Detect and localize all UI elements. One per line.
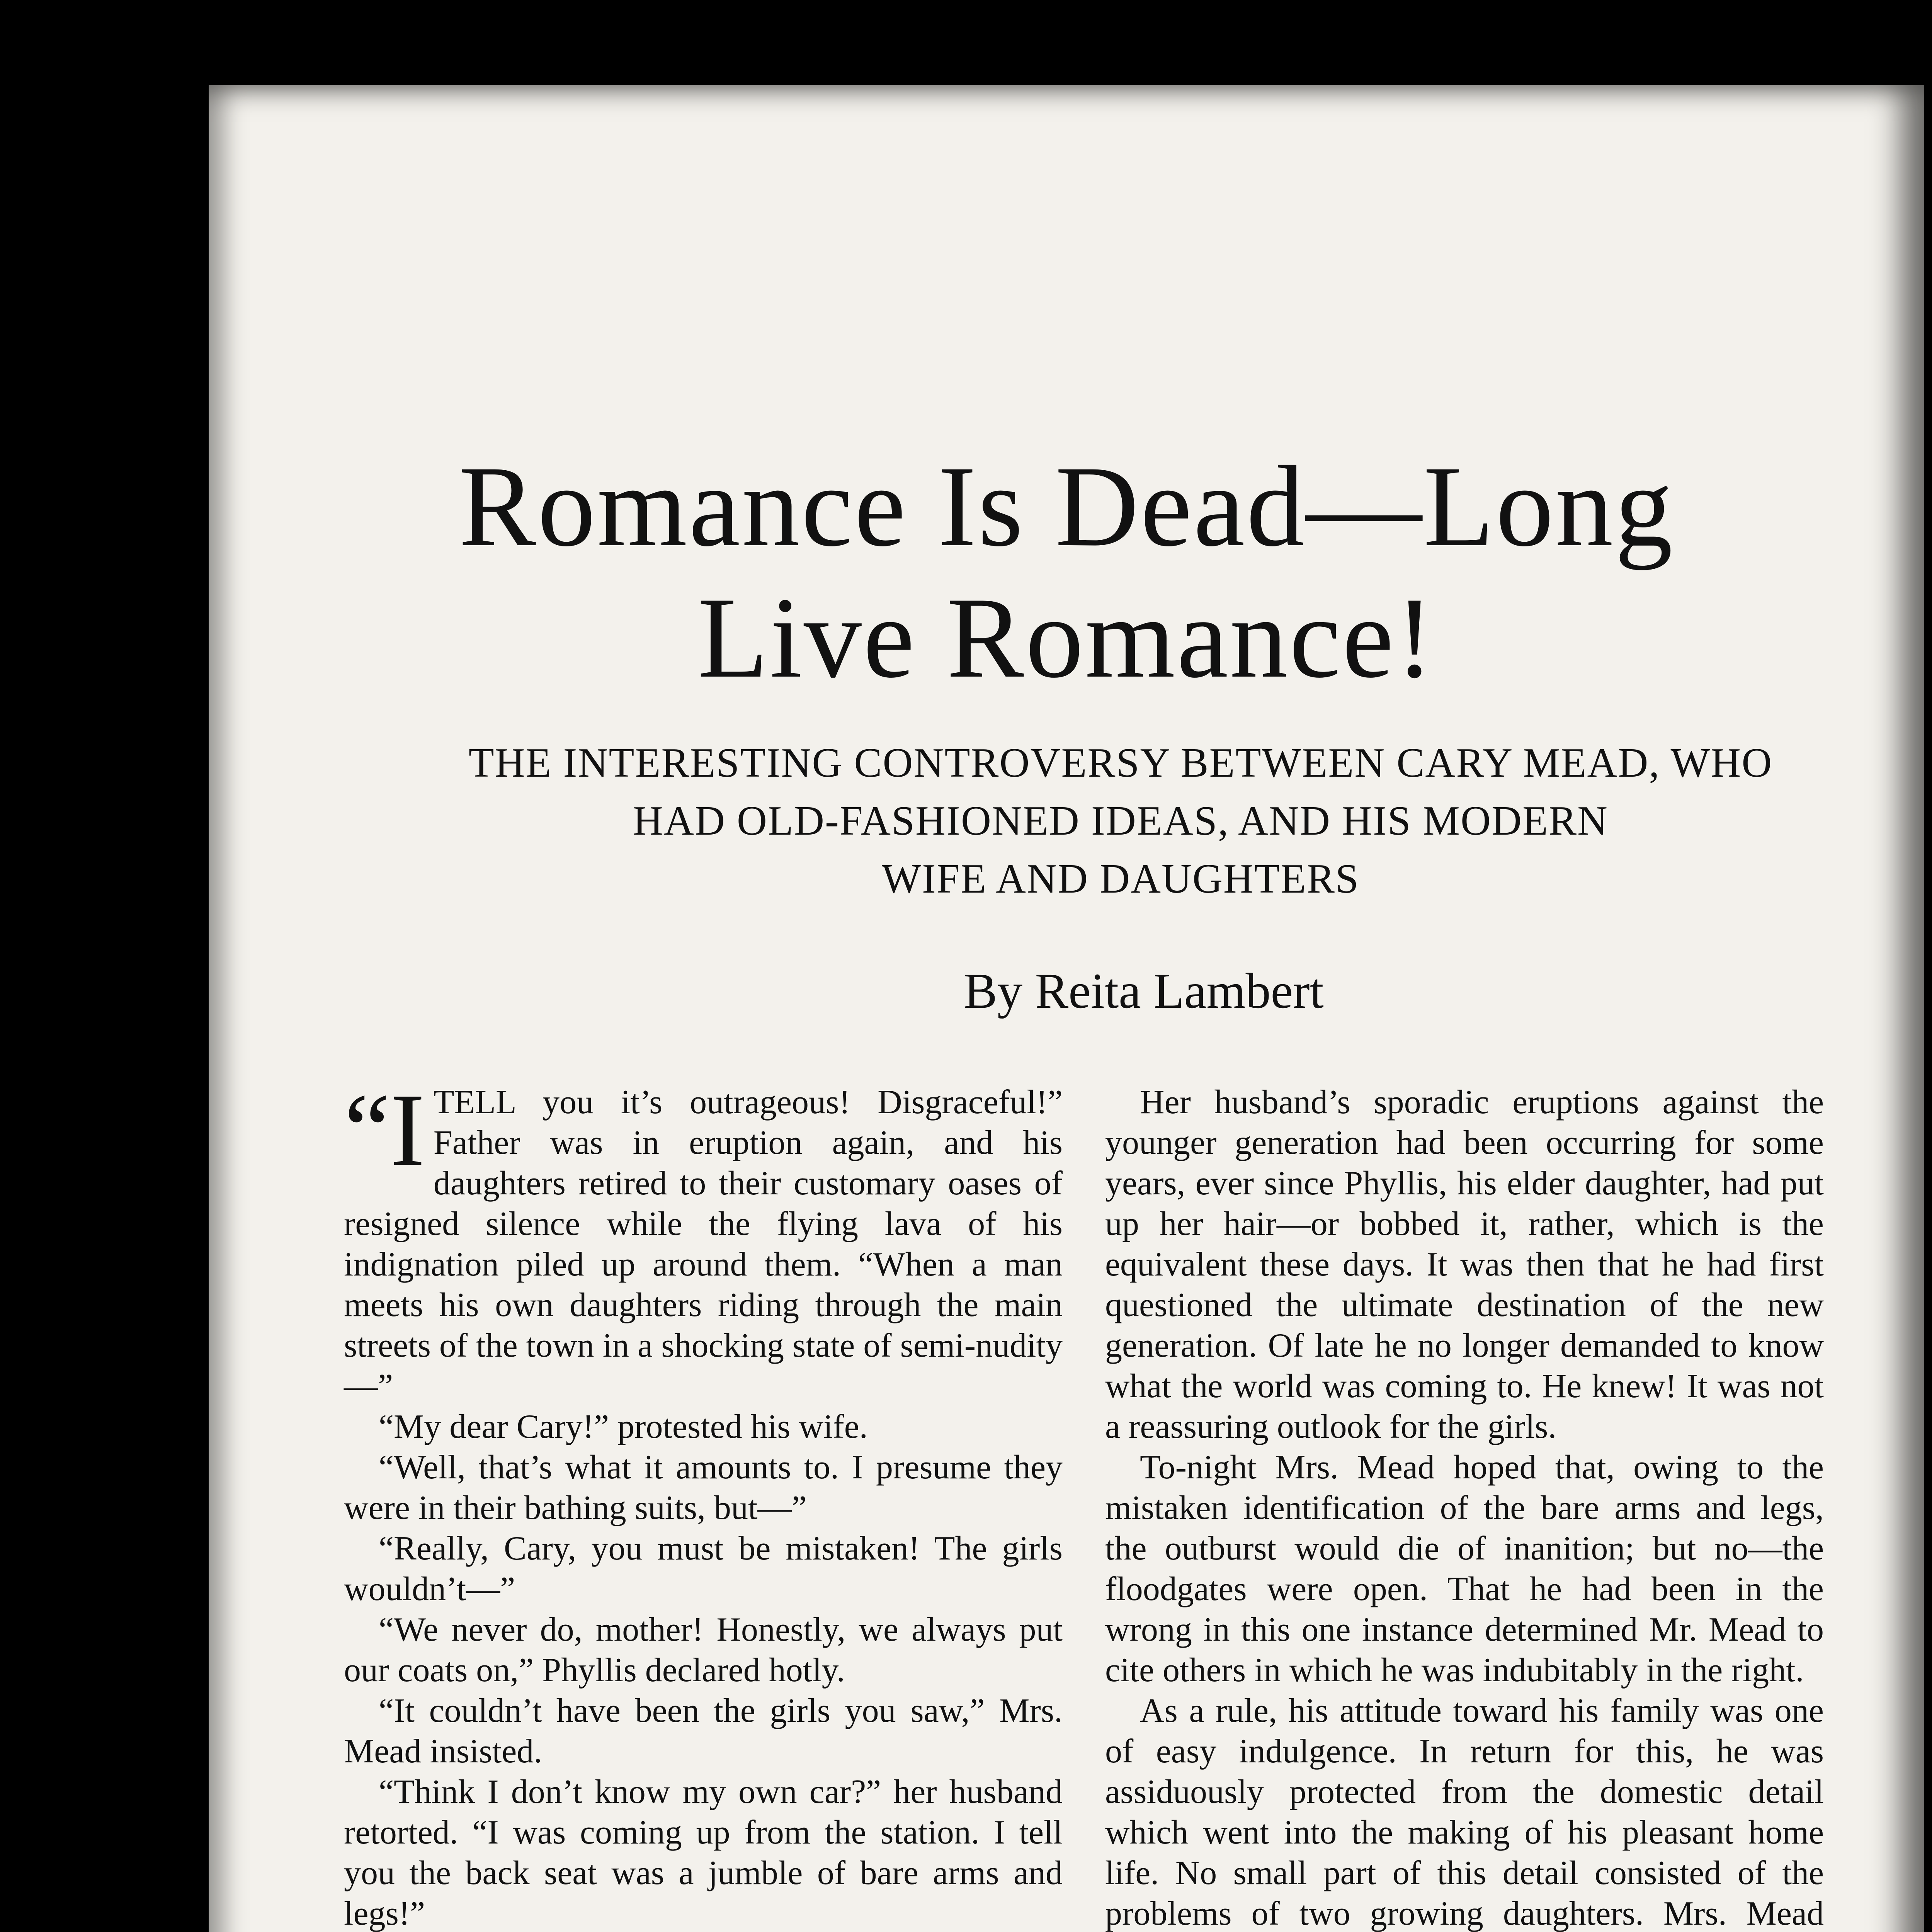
subtitle-line-2: HAD OLD-FASHIONED IDEAS, AND HIS MODERN [633, 798, 1608, 844]
byline: By Reita Lambert [964, 963, 1324, 1019]
paragraph: “Well, that’s what it amounts to. I presume they were in their bathing suits, but—” [344, 1449, 1063, 1527]
magazine-page [209, 85, 1924, 1932]
paragraph: As a rule, his attitude toward his family was one of easy indulgence. In return for this, he was assiduously protected from the domestic detail which went into the making of his pleasant home life. No small part of this detail consisted of the problems of two growing daughters. Mrs. Mead [1105, 1692, 1824, 1932]
article-title [209, 440, 1924, 703]
left-column [344, 1072, 1063, 1932]
right-column [1105, 1082, 1824, 1932]
paragraph: Her husband’s sporadic eruptions against the younger generation had been occurring for some years, ever since Phyllis, his elder daughter, had put up her hair—or bobbed it, rather, which is the equivalent these days. It was then that he had first questioned the ultimate destination of the new generation. Of late he no longer demanded to know what the world was coming to. He knew! It was not a reassuring outlook for the girls. [1105, 1083, 1824, 1446]
subtitle-line-1: THE INTERESTING CONTROVERSY BETWEEN CARY MEAD, WHO [468, 740, 1773, 786]
article-subtitle [332, 734, 1909, 908]
paragraph: “My dear Cary!” protested his wife. [379, 1408, 868, 1446]
title-line-1: Romance Is Dead—Long [459, 442, 1674, 570]
drop-cap: “I [344, 1072, 425, 1188]
paragraph: “We never do, mother! Honestly, we always put our coats on,” Phyllis declared hotly. [344, 1611, 1063, 1689]
paragraph: “Really, Cary, you must be mistaken! The girls wouldn’t—” [344, 1530, 1063, 1608]
title-line-2: Live Romance! [697, 573, 1435, 702]
paragraph: “It couldn’t have been the girls you saw,” Mrs. Mead insisted. [344, 1692, 1063, 1770]
paragraph: “Think I don’t know my own car?” her husband retorted. “I was coming up from the station. I tell you the back seat was a jumble of bare arms and legs!” [344, 1773, 1063, 1932]
paragraph: To-night Mrs. Mead hoped that, owing to the mistaken identification of the bare arms and legs, the outburst would die of inanition; but no—the floodgates were open. That he had been in the wrong in this one instance determined Mr. Mead to cite others in which he was indubitably in the right. [1105, 1449, 1824, 1689]
subtitle-line-3: WIFE AND DAUGHTERS [882, 856, 1359, 902]
paragraph: “ITELL you it’s outrageous! Disgraceful!” Father was in eruption again, and his daughters retired to their customary oases of resigned silence while the flying lava of his indignation piled up around them. “When a man meets his own daughters riding through the main streets of the town in a shocking state of semi-nudity—” [344, 1072, 1063, 1405]
